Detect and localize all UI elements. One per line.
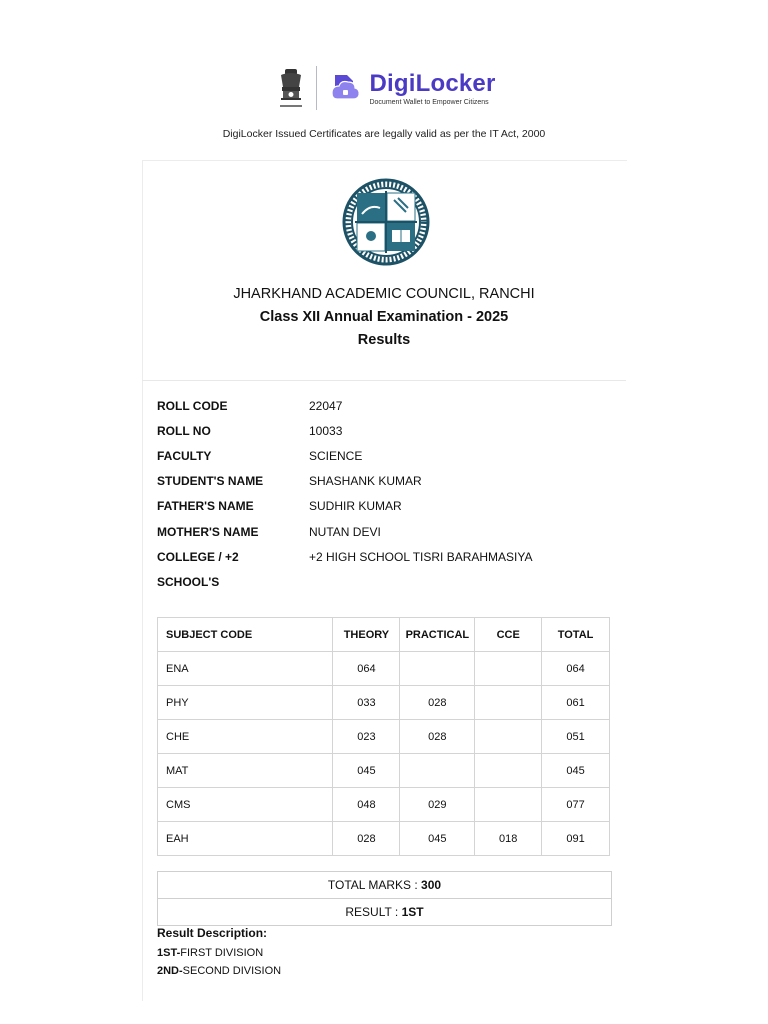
header-total: TOTAL — [542, 618, 610, 652]
cell-cce — [475, 788, 542, 822]
info-value: SUDHIR KUMAR — [309, 499, 402, 513]
digilocker-brand — [369, 70, 495, 106]
cell-practical: 028 — [400, 686, 475, 720]
result-description — [157, 925, 281, 980]
cell-theory: 064 — [333, 652, 400, 686]
cell-practical: 028 — [400, 720, 475, 754]
info-label: STUDENT'S NAME — [157, 474, 264, 488]
result-row — [158, 898, 611, 925]
cell-subject: CMS — [158, 788, 333, 822]
digilocker-cloud-folder-icon — [329, 71, 363, 105]
cell-total: 045 — [542, 754, 610, 788]
cell-cce — [475, 652, 542, 686]
cell-cce — [475, 686, 542, 720]
cell-theory: 033 — [333, 686, 400, 720]
division-code: 2ND- — [157, 965, 183, 977]
result-description-item — [157, 962, 281, 980]
info-value: 22047 — [309, 399, 343, 413]
result-description-heading: Result Description: — [157, 926, 268, 940]
brand-name: DigiLocker — [369, 70, 496, 97]
cell-total: 064 — [542, 652, 610, 686]
header-separator — [316, 66, 317, 110]
total-marks-value: 300 — [421, 878, 442, 892]
division-text: SECOND DIVISION — [182, 965, 282, 977]
cell-total: 091 — [542, 822, 610, 856]
info-value: 10033 — [309, 424, 343, 438]
total-marks-row — [158, 872, 611, 898]
table-row — [158, 822, 610, 856]
document-type: Results — [357, 332, 411, 348]
result-title-block — [142, 283, 626, 352]
table-row — [158, 720, 610, 754]
division-code: 1ST- — [157, 947, 181, 959]
table-row — [158, 788, 610, 822]
section-divider — [142, 380, 626, 381]
table-row — [158, 686, 610, 720]
cell-total: 077 — [542, 788, 610, 822]
info-label: MOTHER'S NAME — [157, 525, 259, 539]
division-text: FIRST DIVISION — [180, 947, 264, 959]
result-summary — [157, 871, 612, 926]
legal-notice: DigiLocker Issued Certificates are legally valid as per the IT Act, 2000 — [222, 128, 546, 140]
cell-cce: 018 — [475, 822, 542, 856]
info-label: FACULTY — [157, 449, 212, 463]
table-row — [158, 754, 610, 788]
result-value: 1ST — [401, 905, 424, 919]
digilocker-header — [0, 58, 768, 118]
cell-cce — [475, 720, 542, 754]
cell-total: 061 — [542, 686, 610, 720]
marks-table — [157, 617, 610, 856]
india-national-emblem-icon — [272, 65, 310, 111]
info-label: ROLL NO — [157, 424, 211, 438]
table-row — [158, 652, 610, 686]
council-name: JHARKHAND ACADEMIC COUNCIL, RANCHI — [233, 286, 535, 302]
info-value: SHASHANK KUMAR — [309, 474, 422, 488]
cell-practical — [400, 754, 475, 788]
cell-theory: 045 — [333, 754, 400, 788]
cell-practical — [400, 652, 475, 686]
info-value: SCIENCE — [309, 449, 363, 463]
cell-subject: EAH — [158, 822, 333, 856]
cell-subject: PHY — [158, 686, 333, 720]
exam-name: Class XII Annual Examination - 2025 — [259, 309, 509, 325]
info-label: FATHER'S NAME — [157, 499, 254, 513]
cell-theory: 048 — [333, 788, 400, 822]
cell-theory: 028 — [333, 822, 400, 856]
info-label: COLLEGE / +2 SCHOOL'S — [157, 550, 239, 589]
result-description-item — [157, 944, 281, 962]
result-label: RESULT : — [345, 905, 399, 919]
cell-total: 051 — [542, 720, 610, 754]
cell-cce — [475, 754, 542, 788]
cell-subject: MAT — [158, 754, 333, 788]
header-theory: THEORY — [333, 618, 400, 652]
info-value: +2 HIGH SCHOOL TISRI BARAHMASIYA — [309, 550, 533, 564]
info-label: ROLL CODE — [157, 399, 228, 413]
header-practical: PRACTICAL — [400, 618, 475, 652]
cell-theory: 023 — [333, 720, 400, 754]
cell-practical: 045 — [400, 822, 475, 856]
cell-practical: 029 — [400, 788, 475, 822]
marks-header-row — [158, 618, 610, 652]
cell-subject: CHE — [158, 720, 333, 754]
cell-subject: ENA — [158, 652, 333, 686]
info-value: NUTAN DEVI — [309, 525, 381, 539]
total-marks-label: TOTAL MARKS : — [327, 878, 418, 892]
jharkhand-academic-council-seal-icon — [342, 178, 430, 266]
header-cce: CCE — [475, 618, 542, 652]
brand-tagline: Document Wallet to Empower Citizens — [369, 99, 489, 106]
header-subject-code: SUBJECT CODE — [158, 618, 333, 652]
